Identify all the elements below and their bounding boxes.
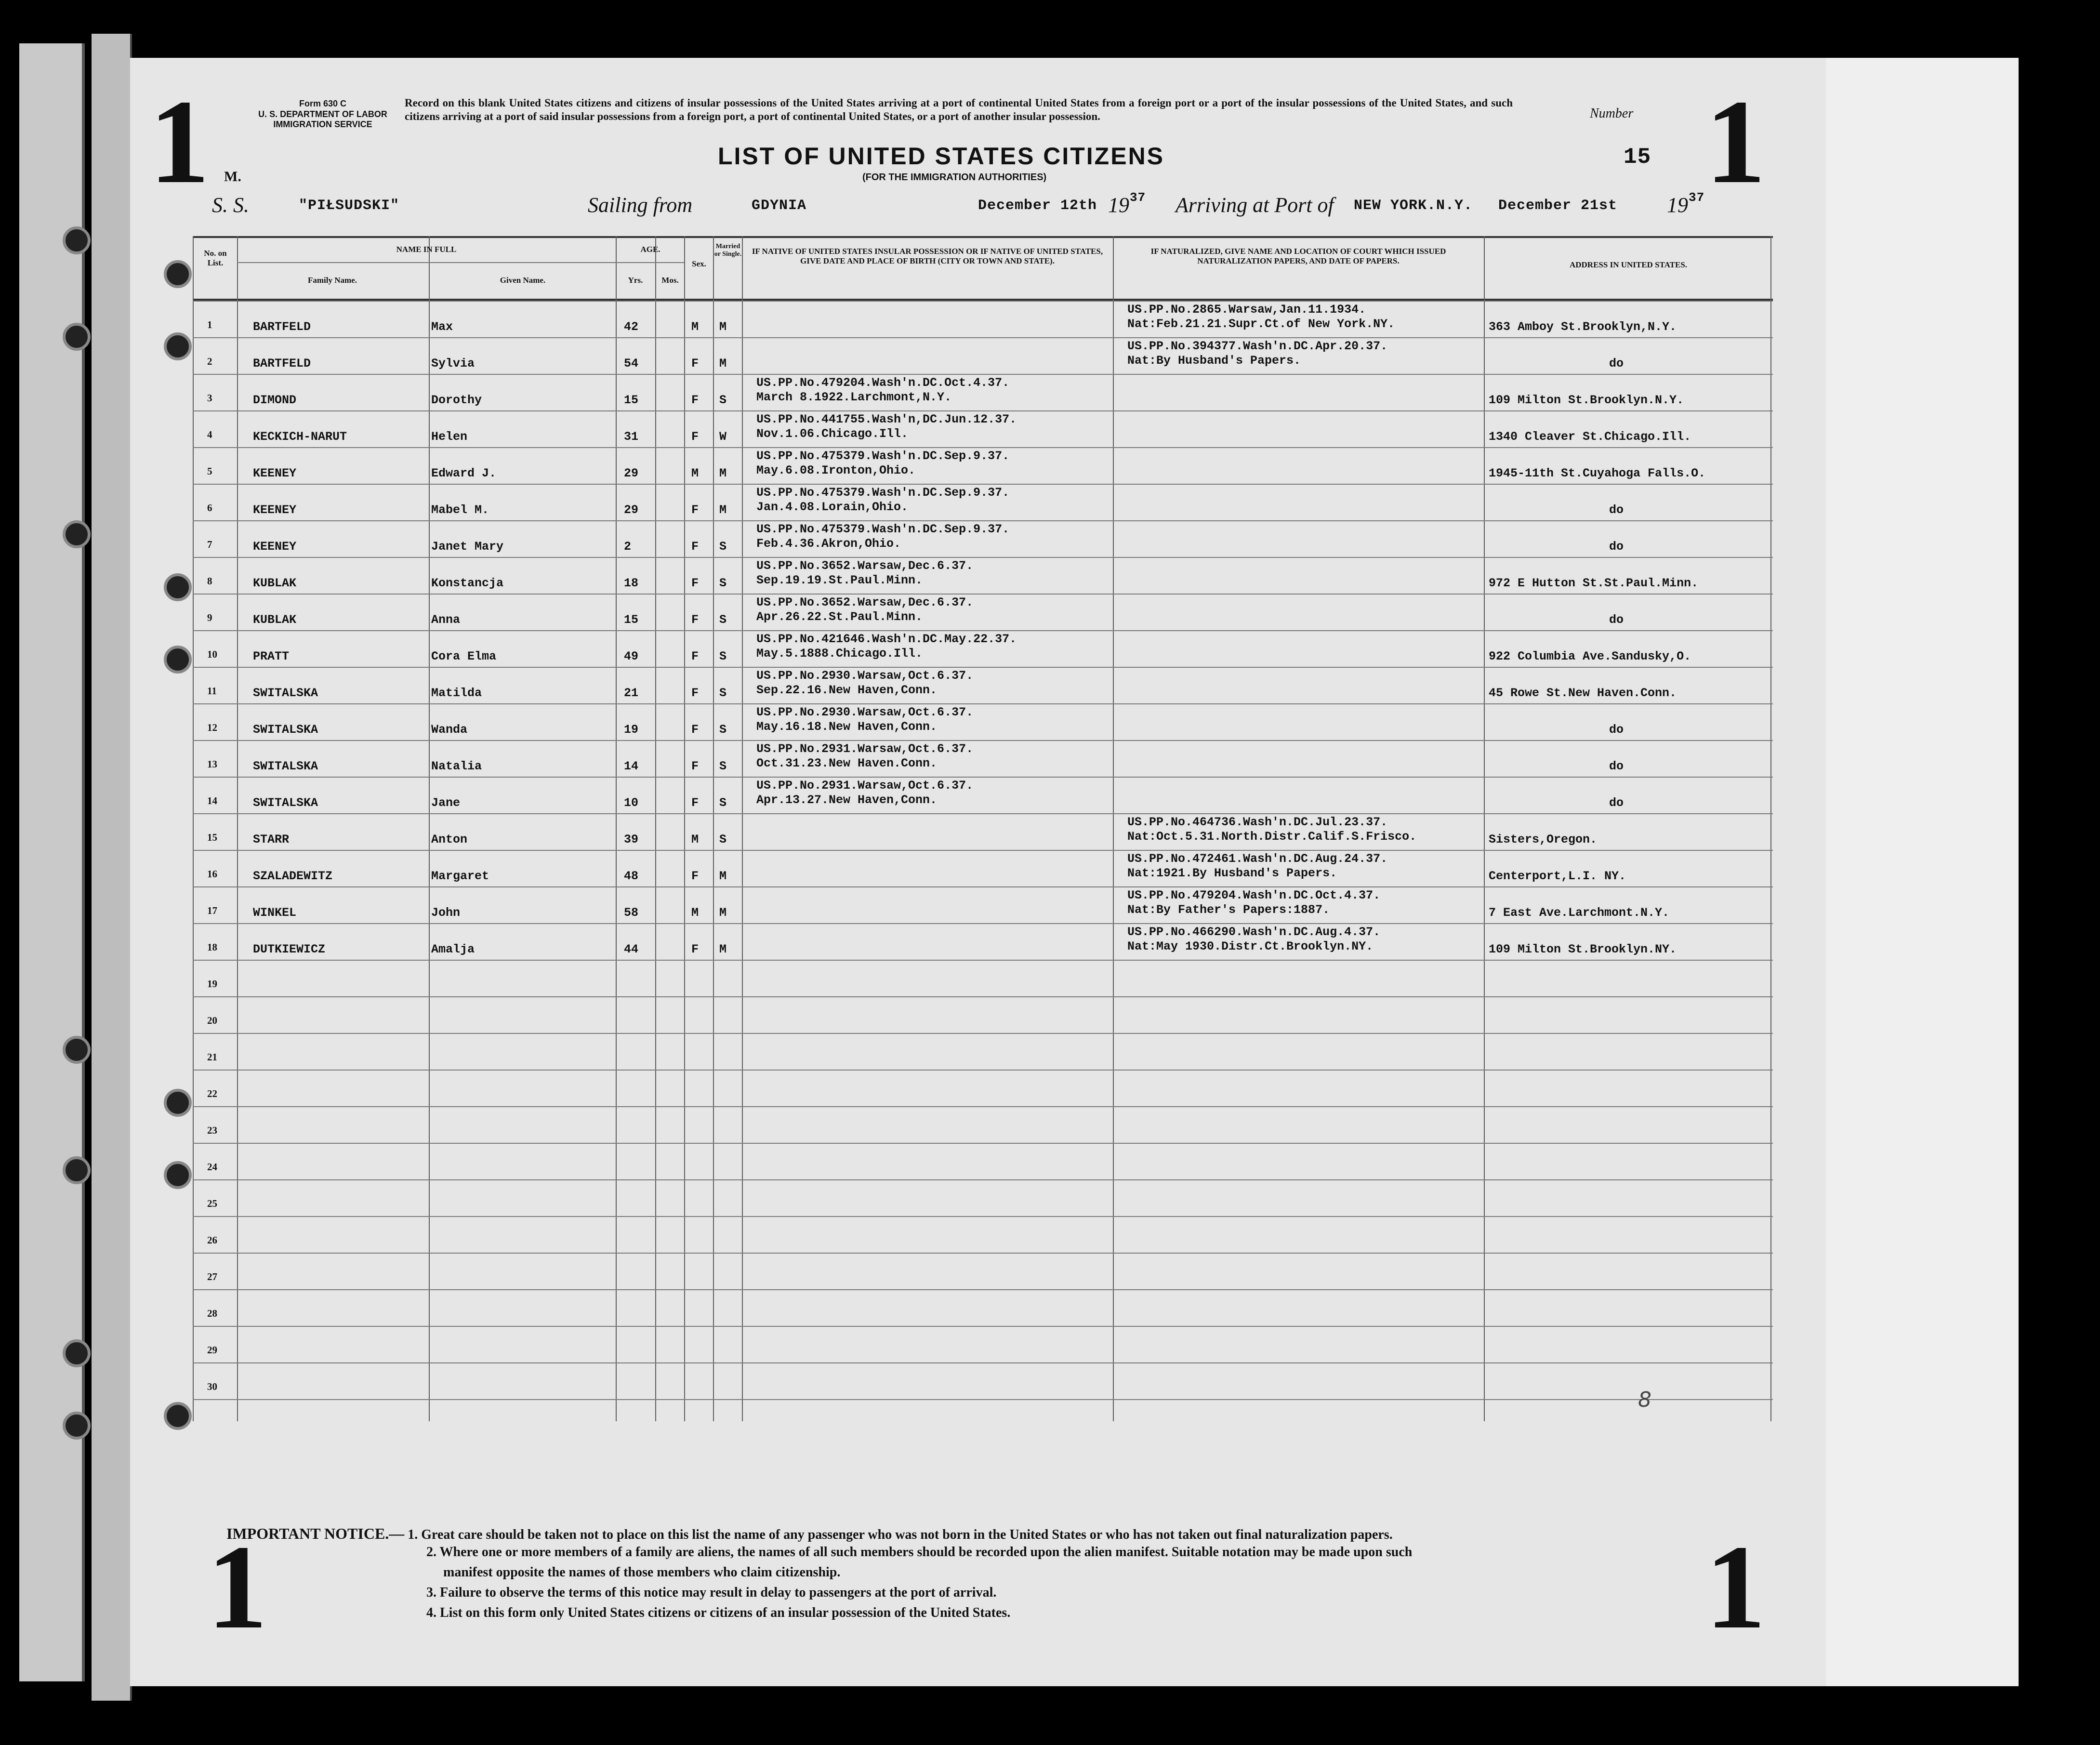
- binder-hole: [164, 1089, 192, 1117]
- family-name: SZALADEWITZ: [253, 869, 333, 883]
- binder-hole: [164, 260, 192, 288]
- service-name: IMMIGRATION SERVICE: [273, 119, 372, 130]
- sex: F: [691, 942, 699, 956]
- family-name: SWITALSKA: [253, 796, 318, 810]
- row-number: 25: [207, 1198, 217, 1209]
- age-years: 19: [624, 723, 639, 737]
- naturalization-court: Nat:By Father's Papers:1887.: [1127, 903, 1330, 917]
- given-name: Edward J.: [431, 466, 497, 480]
- native-birth: Feb.4.36.Akron,Ohio.: [756, 537, 901, 551]
- naturalization-court: Nat:Oct.5.31.North.Distr.Calif.S.Frisco.: [1127, 830, 1417, 844]
- age-years: 14: [624, 759, 639, 773]
- notice-item-2: 2. Where one or more members of a family are aliens, the names of all such members should be recorded upon the alien manifest. Suitable notation may be made upon such: [426, 1545, 1413, 1560]
- binder-hole: [164, 1161, 192, 1189]
- native-passport: US.PP.No.421646.Wash'n.DC.May.22.37.: [756, 632, 1017, 646]
- sailing-year-prefix: 19: [1108, 193, 1129, 217]
- address: 7 East Ave.Larchmont.N.Y.: [1489, 906, 1670, 920]
- family-name: KEENEY: [253, 540, 297, 554]
- form-header: [251, 99, 395, 130]
- binder-hole: [63, 520, 91, 548]
- sex: M: [691, 833, 699, 846]
- native-passport: US.PP.No.479204.Wash'n.DC.Oct.4.37.: [756, 376, 1010, 390]
- sex: F: [691, 576, 699, 590]
- binder-hole: [164, 646, 192, 674]
- col-header-mos: Mos.: [661, 276, 679, 285]
- page-right-margin: [1826, 58, 2019, 1686]
- row-number: 10: [207, 648, 217, 660]
- row-number: 17: [207, 905, 217, 916]
- page-title: LIST OF UNITED STATES CITIZENS: [718, 143, 1165, 170]
- col-header-native: IF NATIVE OF UNITED STATES INSULAR POSSESSION OR IF NATIVE OF UNITED STATES, GIVE DATE AND PLACE OF BIRTH (CITY OR TOWN AND STATE).: [752, 247, 1103, 265]
- given-name: Mabel M.: [431, 503, 489, 517]
- row-number: 14: [207, 795, 217, 806]
- address: 109 Milton St.Brooklyn.NY.: [1489, 942, 1677, 956]
- native-birth: Apr.13.27.New Haven,Conn.: [756, 793, 938, 807]
- corner-number-bottom-left: 1: [207, 1520, 267, 1654]
- arriving-port: NEW YORK.N.Y.: [1354, 198, 1473, 214]
- sailing-port: GDYNIA: [752, 198, 807, 214]
- native-passport: US.PP.No.475379.Wash'n.DC.Sep.9.37.: [756, 449, 1010, 463]
- binder-hole: [63, 226, 91, 254]
- binder-hole: [164, 332, 192, 360]
- row-number: 1: [207, 319, 212, 330]
- col-header-sex: Sex.: [692, 259, 706, 268]
- native-birth: March 8.1922.Larchmont,N.Y.: [756, 390, 952, 404]
- native-birth: May.5.1888.Chicago.Ill.: [756, 647, 923, 661]
- given-name: Jane: [431, 796, 461, 810]
- native-passport: US.PP.No.2930.Warsaw,Oct.6.37.: [756, 669, 974, 683]
- age-years: 29: [624, 466, 639, 480]
- arriving-date: December 21st: [1498, 198, 1618, 214]
- col-header-age: AGE.: [640, 245, 660, 254]
- native-passport: US.PP.No.475379.Wash'n.DC.Sep.9.37.: [756, 522, 1010, 536]
- given-name: Natalia: [431, 759, 482, 773]
- row-number: 30: [207, 1381, 217, 1392]
- marital-status: W: [719, 430, 727, 444]
- native-birth: Sep.19.19.St.Paul.Minn.: [756, 573, 923, 587]
- address: 1945-11th St.Cuyahoga Falls.O.: [1489, 466, 1706, 480]
- binder-hole: [63, 1412, 91, 1440]
- binder-hole: [63, 323, 91, 351]
- sex: F: [691, 796, 699, 810]
- age-years: 54: [624, 357, 639, 370]
- vessel-name: "PIŁSUDSKI": [299, 198, 400, 214]
- family-name: KECKICH-NARUT: [253, 430, 347, 444]
- sex: F: [691, 540, 699, 554]
- address: Centerport,L.I. NY.: [1489, 869, 1626, 883]
- native-passport: US.PP.No.441755.Wash'n,DC.Jun.12.37.: [756, 412, 1017, 426]
- given-name: Janet Mary: [431, 540, 504, 554]
- marital-status: S: [719, 613, 727, 627]
- row-number: 11: [207, 685, 217, 697]
- given-name: Konstancja: [431, 576, 504, 590]
- family-name: SWITALSKA: [253, 759, 318, 773]
- age-years: 42: [624, 320, 639, 334]
- sex: F: [691, 613, 699, 627]
- row-number: 6: [207, 502, 212, 514]
- address: do: [1609, 540, 1624, 554]
- native-birth: Jan.4.08.Lorain,Ohio.: [756, 500, 909, 514]
- sex: F: [691, 686, 699, 700]
- row-number: 27: [207, 1271, 217, 1282]
- given-name: Cora Elma: [431, 649, 497, 663]
- col-header-yrs: Yrs.: [628, 276, 643, 285]
- binder-hole: [63, 1036, 91, 1064]
- address: 363 Amboy St.Brooklyn,N.Y.: [1489, 320, 1677, 334]
- row-number: 19: [207, 978, 217, 990]
- marital-status: S: [719, 649, 727, 663]
- age-years: 58: [624, 906, 639, 920]
- address: 972 E Hutton St.St.Paul.Minn.: [1489, 576, 1699, 590]
- family-name: STARR: [253, 833, 290, 846]
- marital-status: M: [719, 357, 727, 370]
- row-number: 24: [207, 1161, 217, 1173]
- age-years: 10: [624, 796, 639, 810]
- col-header-address: ADDRESS IN UNITED STATES.: [1569, 260, 1688, 269]
- marital-status: M: [719, 906, 727, 920]
- row-number: 23: [207, 1124, 217, 1136]
- marital-status: M: [719, 942, 727, 956]
- col-header-married: Married or Single.: [714, 243, 742, 258]
- marital-status: S: [719, 576, 727, 590]
- notice-heading: IMPORTANT NOTICE.—: [226, 1525, 405, 1542]
- col-header-name: NAME IN FULL: [396, 245, 457, 254]
- binder-strip: [92, 34, 132, 1701]
- native-passport: US.PP.No.2930.Warsaw,Oct.6.37.: [756, 705, 974, 719]
- marital-status: S: [719, 540, 727, 554]
- vessel-prefix: S. S.: [212, 193, 249, 217]
- vessel-prefix-top: M.: [224, 169, 241, 185]
- corner-number-top-right: 1: [1705, 75, 1766, 209]
- naturalization-passport: US.PP.No.472461.Wash'n.DC.Aug.24.37.: [1127, 852, 1388, 866]
- sex: M: [691, 320, 699, 334]
- family-name: SWITALSKA: [253, 686, 318, 700]
- intro-text: Record on this blank United States citizens and citizens of insular possessions of the United States arriving at a port of continental United States from a foreign port or a port of the insular possessions of the United States, and such citizens arriving at a port of said insular possessions from a foreign port, a port of continental United States, or a port of another insular possession.: [405, 97, 1513, 122]
- sailing-label: Sailing from: [588, 193, 693, 217]
- naturalization-passport: US.PP.No.2865.Warsaw,Jan.11.1934.: [1127, 303, 1366, 317]
- row-number: 26: [207, 1234, 217, 1246]
- naturalization-passport: US.PP.No.466290.Wash'n.DC.Aug.4.37.: [1127, 925, 1381, 939]
- native-birth: Sep.22.16.New Haven,Conn.: [756, 683, 938, 697]
- family-name: BARTFELD: [253, 357, 311, 370]
- notice-item-3: 3. Failure to observe the terms of this notice may result in delay to passengers at the port of arrival.: [426, 1585, 997, 1600]
- naturalization-court: Nat:By Husband's Papers.: [1127, 354, 1301, 368]
- given-name: Dorothy: [431, 393, 482, 407]
- address: 1340 Cleaver St.Chicago.Ill.: [1489, 430, 1691, 444]
- row-number: 28: [207, 1308, 217, 1319]
- age-years: 21: [624, 686, 639, 700]
- col-header-naturalized: IF NATURALIZED, GIVE NAME AND LOCATION OF COURT WHICH ISSUED NATURALIZATION PAPERS, AND DATE OF PAPERS.: [1150, 247, 1446, 265]
- naturalization-passport: US.PP.No.394377.Wash'n.DC.Apr.20.37.: [1127, 339, 1388, 353]
- age-years: 2: [624, 540, 632, 554]
- sex: F: [691, 393, 699, 407]
- family-name: DIMOND: [253, 393, 297, 407]
- age-years: 29: [624, 503, 639, 517]
- marital-status: S: [719, 796, 727, 810]
- important-notice: [226, 1522, 1393, 1545]
- native-birth: May.16.18.New Haven,Conn.: [756, 720, 938, 734]
- marital-status: S: [719, 833, 727, 846]
- given-name: Anna: [431, 613, 461, 627]
- address: do: [1609, 796, 1624, 810]
- family-name: KUBLAK: [253, 576, 297, 590]
- row-number: 16: [207, 868, 217, 880]
- native-birth: Nov.1.06.Chicago.Ill.: [756, 427, 909, 441]
- native-passport: US.PP.No.3652.Warsaw,Dec.6.37.: [756, 595, 974, 609]
- col-header-family: Family Name.: [308, 276, 357, 285]
- native-birth: Apr.26.22.St.Paul.Minn.: [756, 610, 923, 624]
- marital-status: S: [719, 723, 727, 737]
- row-number: 18: [207, 941, 217, 953]
- list-number: 15: [1624, 145, 1651, 170]
- address: do: [1609, 503, 1624, 517]
- sex: F: [691, 723, 699, 737]
- given-name: Amalja: [431, 942, 475, 956]
- sex: M: [691, 466, 699, 480]
- row-number: 29: [207, 1344, 217, 1356]
- given-name: Matilda: [431, 686, 482, 700]
- address: do: [1609, 613, 1624, 627]
- marital-status: S: [719, 393, 727, 407]
- marital-status: S: [719, 686, 727, 700]
- page-subtitle: (FOR THE IMMIGRATION AUTHORITIES): [862, 172, 1047, 183]
- native-passport: US.PP.No.2931.Warsaw,Oct.6.37.: [756, 742, 974, 756]
- number-label: Number: [1590, 106, 1634, 121]
- address: do: [1609, 357, 1624, 370]
- binder-hole: [63, 1156, 91, 1184]
- sex: M: [691, 906, 699, 920]
- binder-hole: [164, 1402, 192, 1430]
- marital-status: M: [719, 466, 727, 480]
- notice-item-2-cont: manifest opposite the names of those members who claim citizenship.: [443, 1565, 841, 1580]
- arriving-year-prefix: 19: [1667, 193, 1688, 217]
- naturalization-court: Nat:1921.By Husband's Papers.: [1127, 866, 1337, 880]
- given-name: Wanda: [431, 723, 468, 737]
- native-passport: US.PP.No.3652.Warsaw,Dec.6.37.: [756, 559, 974, 573]
- notice-item-4: 4. List on this form only United States citizens or citizens of an insular possession of the United States.: [426, 1605, 1011, 1620]
- arriving-label: Arriving at Port of: [1175, 193, 1334, 217]
- binder-hole: [63, 1339, 91, 1367]
- address: do: [1609, 759, 1624, 773]
- row-number: 13: [207, 758, 217, 770]
- age-years: 44: [624, 942, 639, 956]
- sailing-year-suffix: 37: [1130, 190, 1146, 205]
- family-name: KUBLAK: [253, 613, 297, 627]
- handwritten-note: 8: [1638, 1388, 1651, 1412]
- given-name: Sylvia: [431, 357, 475, 370]
- age-years: 15: [624, 613, 639, 627]
- sex: F: [691, 759, 699, 773]
- row-number: 22: [207, 1088, 217, 1099]
- age-years: 48: [624, 869, 639, 883]
- marital-status: S: [719, 759, 727, 773]
- row-number: 9: [207, 612, 212, 623]
- sex: F: [691, 357, 699, 370]
- naturalization-court: Nat:Feb.21.21.Supr.Ct.of New York.NY.: [1127, 317, 1395, 331]
- marital-status: M: [719, 320, 727, 334]
- row-number: 2: [207, 356, 212, 367]
- arriving-year-suffix: 37: [1689, 190, 1705, 205]
- marital-status: M: [719, 869, 727, 883]
- native-passport: US.PP.No.475379.Wash'n.DC.Sep.9.37.: [756, 486, 1010, 500]
- native-birth: Oct.31.23.New Haven.Conn.: [756, 756, 938, 770]
- family-name: SWITALSKA: [253, 723, 318, 737]
- corner-number-bottom-right: 1: [1705, 1520, 1766, 1654]
- notice-item-1: 1. Great care should be taken not to place on this list the name of any passenger who was not born in the United States or who has not taken out final naturalization papers.: [408, 1527, 1393, 1542]
- row-number: 3: [207, 392, 212, 404]
- sailing-date: December 12th: [978, 198, 1097, 214]
- department-name: U. S. DEPARTMENT OF LABOR: [258, 109, 387, 119]
- age-years: 39: [624, 833, 639, 846]
- family-name: PRATT: [253, 649, 290, 663]
- address: Sisters,Oregon.: [1489, 833, 1598, 846]
- marital-status: M: [719, 503, 727, 517]
- age-years: 15: [624, 393, 639, 407]
- address: 45 Rowe St.New Haven.Conn.: [1489, 686, 1677, 700]
- corner-number-top: 1: [149, 75, 210, 209]
- form-number: Form 630 C: [299, 99, 347, 108]
- sex: F: [691, 649, 699, 663]
- given-name: Anton: [431, 833, 468, 846]
- age-years: 31: [624, 430, 639, 444]
- sex: F: [691, 503, 699, 517]
- family-name: BARTFELD: [253, 320, 311, 334]
- binder-hole: [164, 573, 192, 601]
- sex: F: [691, 430, 699, 444]
- row-number: 7: [207, 539, 212, 550]
- address: 109 Milton St.Brooklyn.N.Y.: [1489, 393, 1684, 407]
- row-number: 4: [207, 429, 212, 440]
- native-birth: May.6.08.Ironton,Ohio.: [756, 463, 916, 477]
- row-number: 12: [207, 722, 217, 733]
- naturalization-passport: US.PP.No.464736.Wash'n.DC.Jul.23.37.: [1127, 815, 1388, 829]
- given-name: Max: [431, 320, 453, 334]
- col-header-given: Given Name.: [500, 276, 546, 285]
- col-header-no: No. on List.: [204, 249, 227, 267]
- family-name: KEENEY: [253, 466, 297, 480]
- naturalization-passport: US.PP.No.479204.Wash'n.DC.Oct.4.37.: [1127, 888, 1381, 902]
- sex: F: [691, 869, 699, 883]
- naturalization-court: Nat:May 1930.Distr.Ct.Brooklyn.NY.: [1127, 939, 1374, 953]
- native-passport: US.PP.No.2931.Warsaw,Oct.6.37.: [756, 779, 974, 793]
- row-number: 8: [207, 575, 212, 587]
- address: do: [1609, 723, 1624, 737]
- age-years: 18: [624, 576, 639, 590]
- given-name: Helen: [431, 430, 468, 444]
- row-number: 21: [207, 1051, 217, 1063]
- family-name: WINKEL: [253, 906, 297, 920]
- row-number: 15: [207, 832, 217, 843]
- row-number: 20: [207, 1015, 217, 1026]
- row-number: 5: [207, 465, 212, 477]
- given-name: John: [431, 906, 461, 920]
- address: 922 Columbia Ave.Sandusky,O.: [1489, 649, 1691, 663]
- family-name: KEENEY: [253, 503, 297, 517]
- given-name: Margaret: [431, 869, 489, 883]
- age-years: 49: [624, 649, 639, 663]
- family-name: DUTKIEWICZ: [253, 942, 326, 956]
